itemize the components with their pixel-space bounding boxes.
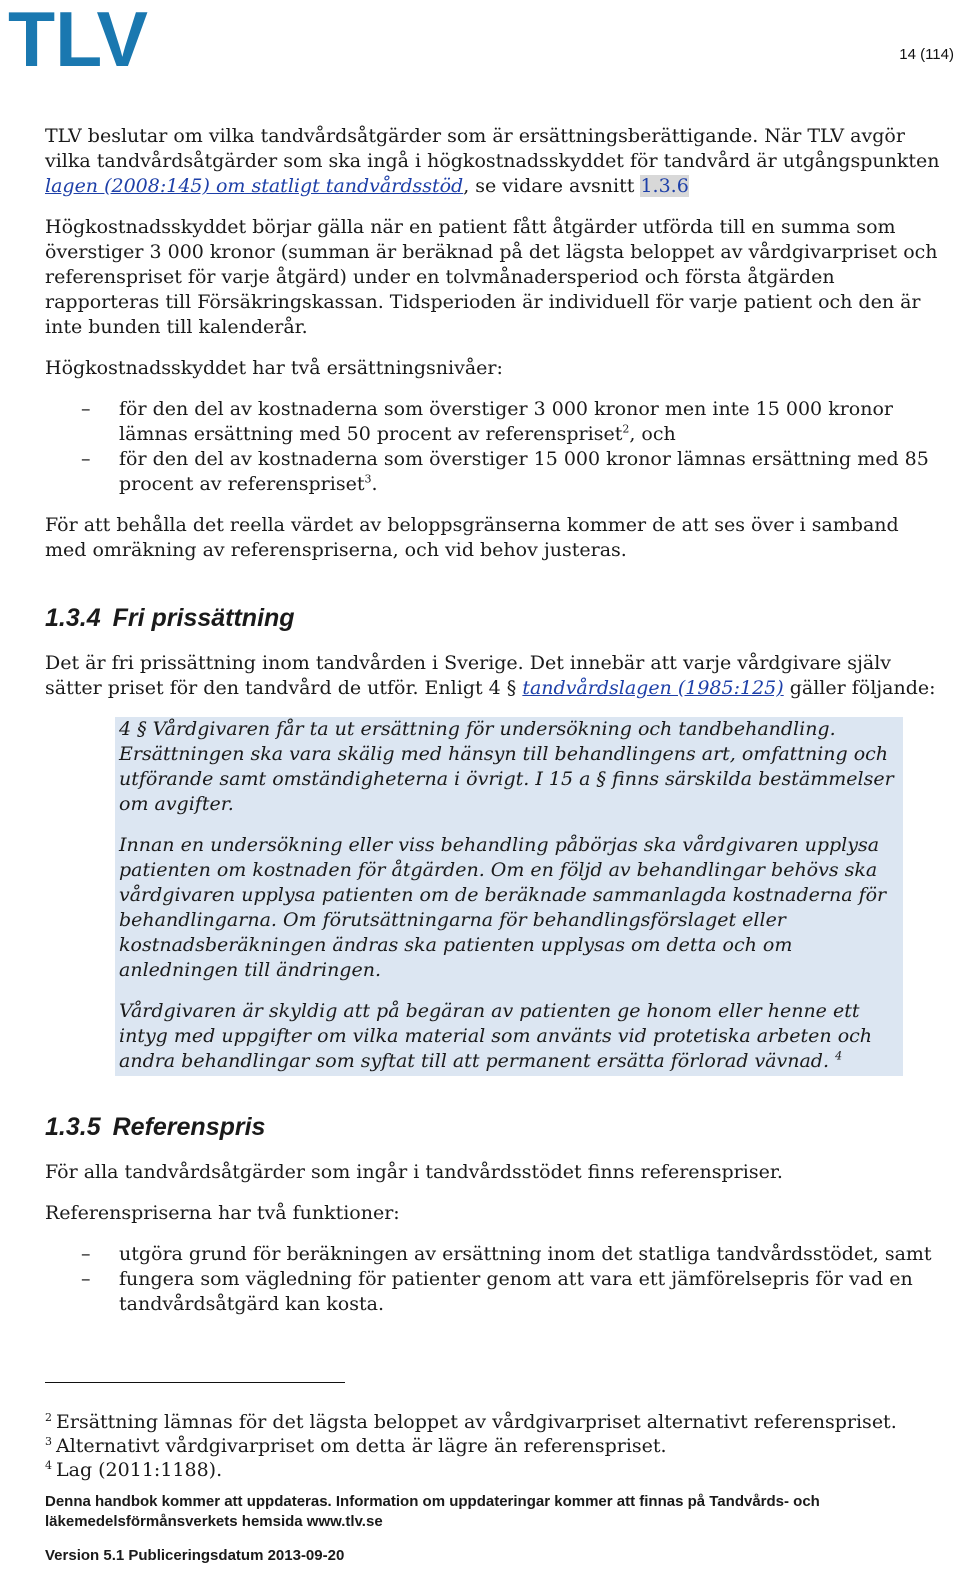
- list-item-text: för den del av kostnaderna som överstiger 3 000 kronor men inte 15 000 kronor lämnas ersättning med 50 procent av referenspriset: [119, 398, 893, 445]
- footnote-ref[interactable]: 4: [835, 1049, 843, 1063]
- quote-paragraph: Innan en undersökning eller viss behandling påbörjas ska vårdgivaren upplysa patienten om kostnaden för åtgärden. Om en följd av behandlingar behövs ska vårdgivaren upplysa patienten om de beräknade sammanlagda kostnaderna för behandlingarna. Om förutsättningarna för behandlingsförslaget eller kostnadsberäkningen ändras ska patienten upplysas om detta och om anledningen till ändringen.: [119, 834, 887, 981]
- list-item-text: utgöra grund för beräkningen av ersättning inom det statliga tandvårdsstödet, samt: [119, 1243, 932, 1265]
- functions-list: [45, 1242, 940, 1317]
- list-item: [45, 397, 940, 447]
- paragraph-free-pricing: [45, 651, 940, 701]
- paragraph-high-cost-protection: Högkostnadsskyddet börjar gälla när en patient fått åtgärder utförda till en summa som överstiger 3 000 kronor (summan är beräknad på det lägsta beloppet av vårdgivarpriset och referenspriset för varje åtgärd) under en tolvmånadersperiod och första åtgärden rapporteras till Försäkringskassan. Tidsperioden är individuell för varje patient och den är inte bunden till kalenderår.: [45, 216, 938, 338]
- dash-bullet: –: [81, 448, 91, 470]
- paragraph-functions-intro: Referenspriserna har två funktioner:: [45, 1202, 400, 1224]
- page-number: 14 (114): [899, 46, 954, 63]
- footnote: [45, 1434, 940, 1458]
- footnote-divider: [45, 1382, 345, 1383]
- version-info: Version 5.1 Publiceringsdatum 2013-09-20: [45, 1547, 345, 1564]
- reimbursement-levels-list: [45, 397, 940, 497]
- paragraph-text: Det är fri prissättning inom tandvården i Sverige. Det innebär att varje vårdgivare själv sätter priset för den tandvård de utför. Enligt 4 §: [45, 652, 892, 699]
- paragraph-text: TLV beslutar om vilka tandvårdsåtgärder som är ersättningsberättigande. När TLV avgör vilka tandvårdsåtgärder som ska ingå i högkostnadsskyddet för tandvård är utgångspunkten: [45, 125, 940, 172]
- paragraph-reference-prices: För alla tandvårdsåtgärder som ingår i tandvårdsstödet finns referenspriser.: [45, 1161, 783, 1183]
- list-item-text: för den del av kostnaderna som överstiger 15 000 kronor lämnas ersättning med 85 procent av referenspriset: [119, 448, 929, 495]
- quote-paragraph: [119, 999, 903, 1074]
- section-title: Referenspris: [112, 1113, 266, 1141]
- update-notice: Denna handbok kommer att uppdateras. Information om uppdateringar kommer att finnas på Tandvårds- och läkemedelsförmånsverkets hemsida www.tlv.se: [45, 1493, 820, 1530]
- list-item: [45, 447, 940, 497]
- dash-bullet: –: [81, 398, 91, 420]
- footnote-text: Lag (2011:1188).: [56, 1459, 223, 1481]
- section-number: 1.3.4: [45, 604, 101, 632]
- footnotes: [45, 1410, 940, 1482]
- footnote-number: 3: [45, 1434, 52, 1448]
- list-item-tail: .: [371, 473, 378, 495]
- list-item-text: fungera som vägledning för patienter genom att vara ett jämförelsepris för vad en tandvårdsåtgärd kan kosta.: [119, 1268, 913, 1315]
- quote-text: Vårdgivaren är skyldig att på begäran av patienten ge honom eller henne ett intyg med uppgifter om vilka material som använts vid protetiska arbeten och andra behandlingar som syftat till att permanent ersätta förlorad vävnad.: [119, 1000, 873, 1072]
- section-heading-1-3-5: [45, 1112, 940, 1142]
- list-item: [45, 1267, 940, 1317]
- section-reference-link[interactable]: 1.3.6: [640, 175, 689, 197]
- law-link-1985-125[interactable]: tandvårdslagen (1985:125): [522, 677, 784, 699]
- tlv-logo-text: TLV: [8, 4, 148, 70]
- paragraph-text: , se vidare avsnitt: [463, 175, 641, 197]
- section-number: 1.3.5: [45, 1113, 101, 1141]
- document-body: [45, 124, 940, 1333]
- footnote: [45, 1410, 940, 1434]
- dash-bullet: –: [81, 1243, 91, 1265]
- dash-bullet: –: [81, 1268, 91, 1290]
- law-quote-block: [115, 717, 903, 1076]
- footnote-text: Alternativt vårdgivarpriset om detta är lägre än referenspriset.: [56, 1435, 667, 1457]
- footnote-number: 4: [45, 1458, 52, 1472]
- section-title: Fri prissättning: [112, 604, 295, 632]
- quote-paragraph: 4 § Vårdgivaren får ta ut ersättning för undersökning och tandbehandling. Ersättningen ska vara skälig med hänsyn till behandlingens art, omfattning och utförande samt omständigheterna i övrigt. I 15 a § finns särskilda bestämmelser om avgifter.: [119, 718, 894, 815]
- footnote-ref[interactable]: 3: [364, 472, 372, 486]
- paragraph-review: För att behålla det reella värdet av beloppsgränserna kommer de att ses över i samband med omräkning av referenspriserna, och vid behov justeras.: [45, 514, 899, 561]
- list-item-tail: , och: [629, 423, 676, 445]
- section-heading-1-3-4: [45, 603, 940, 633]
- footnote-ref[interactable]: 2: [622, 422, 630, 436]
- footnote-text: Ersättning lämnas för det lägsta beloppet av vårdgivarpriset alternativt referenspriset.: [56, 1411, 897, 1433]
- list-item: [45, 1242, 940, 1267]
- law-link-2008-145[interactable]: lagen (2008:145) om statligt tandvårdsstöd: [45, 175, 464, 197]
- tlv-logo: [8, 4, 150, 70]
- paragraph-levels-intro: Högkostnadsskyddet har två ersättningsnivåer:: [45, 357, 503, 379]
- tlv-logo-svg: [8, 4, 150, 70]
- paragraph-text: gäller följande:: [783, 677, 936, 699]
- footnote-number: 2: [45, 1410, 52, 1424]
- footnote: [45, 1458, 940, 1482]
- paragraph-tlv-decides: [45, 124, 940, 199]
